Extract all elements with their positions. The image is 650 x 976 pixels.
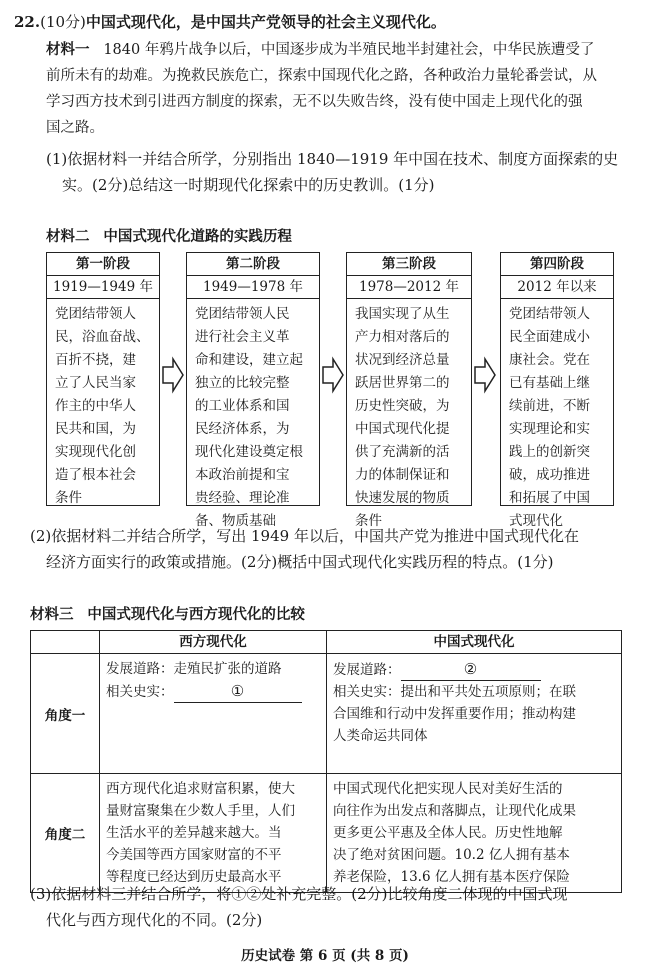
- stage-1-name: 第一阶段: [47, 253, 159, 276]
- west-road-line: 发展道路：走殖民扩张的道路: [106, 661, 282, 677]
- q3-line-1: (3)依据材料三并结合所学，将①②处补充完整。(2分)比较角度二体现的中国式现: [30, 885, 568, 903]
- question-number: 22.: [14, 13, 41, 31]
- q1-line-2: 实。(2分)总结这一时期现代化探索中的历史教训。(1分): [62, 176, 435, 194]
- stage-3-name: 第三阶段: [347, 253, 471, 276]
- question-header: [14, 12, 446, 32]
- stage-1-years: 1919—1949 年: [47, 276, 159, 299]
- blank-2[interactable]: ②: [401, 658, 541, 681]
- stage-4-box: [500, 252, 614, 529]
- stage-2-desc: 党团结带领人民 进行社会主义革 命和建设，建立起 独立的比较完整 的工业体系和国 民经济体系，为 现代化建设奠定根 本政治前提和宝 贵经验、理论准 备、物质基础: [195, 306, 303, 529]
- west-fact-line: 相关史实： ①: [106, 680, 320, 703]
- angle-2-label: 角度二: [31, 774, 100, 893]
- material1-line-4: 国之路。: [46, 120, 104, 136]
- table-corner: [31, 631, 100, 654]
- q1-line-1: (1)依据材料一并结合所学，分别指出 1840—1919 年中国在技术、制度方面探索的史: [46, 150, 619, 168]
- stage-4-name: 第四阶段: [501, 253, 613, 276]
- west-angle-1-cell: [100, 654, 327, 774]
- stage-2-box: [186, 252, 320, 529]
- header-west: 西方现代化: [100, 631, 327, 654]
- china-road-line: 发展道路： ②: [333, 658, 615, 681]
- arrow-right-icon: [473, 355, 497, 395]
- stage-3-box: [346, 252, 472, 529]
- stage-2-name: 第二阶段: [187, 253, 319, 276]
- blank-1[interactable]: ①: [174, 680, 302, 703]
- china-angle-1-cell: 发展道路： ② 相关史实：提出和平共处五项原则；在联 合国维和行动中发挥重要作用；推动构建 人类命运共同体: [327, 654, 622, 774]
- arrow-right-icon: [321, 355, 345, 395]
- material3-heading: [30, 605, 305, 625]
- stage-1-desc: 党团结带领人 民，浴血奋战、 百折不挠，建 立了人民当家 作主的中华人 民共和国，为 实现现代化创 造了根本社会 条件: [55, 306, 150, 506]
- material1-line-3: 学习西方技术到引进西方制度的探索，无不以失败告终，没有使中国走上现代化的强: [46, 94, 583, 110]
- header-china: 中国式现代化: [327, 631, 622, 654]
- question-title: 中国式现代化，是中国共产党领导的社会主义现代化。: [85, 13, 446, 31]
- stage-4-years: 2012 年以来: [501, 276, 613, 299]
- comparison-table: [30, 630, 622, 893]
- angle-1-label: 角度一: [31, 654, 100, 774]
- material1-label: 材料一: [46, 42, 90, 58]
- material2-heading: [46, 227, 292, 247]
- china-angle-2-cell: 中国式现代化把实现人民对美好生活的 向往作为出发点和落脚点，让现代化成果 更多更公平惠及全体人民。历史性地解 决了绝对贫困问题。10.2 亿人拥有基本 养老保险，13.6 亿人拥有基本医疗保险: [327, 774, 622, 893]
- material3-title: 中国式现代化与西方现代化的比较: [87, 607, 305, 623]
- stage-3-desc: 我国实现了从生 产力相对落后的 状况到经济总量 跃居世界第二的 历史性突破，为 中国式现代化提 供了充满新的活 力的体制保证和 快速发展的物质 条件: [355, 306, 450, 529]
- material1-line-2: 前所未有的劫难。为挽救民族危亡，探索中国现代化之路，各种政治力量轮番尝试，从: [46, 68, 597, 84]
- stage-4-desc: 党团结带领人 民全面建成小 康社会。党在 已有基础上继 续前进，不断 实现理论和实 践上的创新突 破，成功推进 和拓展了中国 式现代化: [509, 306, 590, 529]
- q2-line-1: (2)依据材料二并结合所学，写出 1949 年以后，中国共产党为推进中国式现代化在: [30, 527, 579, 545]
- material3-label: 材料三: [30, 607, 74, 623]
- material2-title: 中国式现代化道路的实践历程: [103, 229, 292, 245]
- arrow-right-icon: [161, 355, 185, 395]
- stage-3-years: 1978—2012 年: [347, 276, 471, 299]
- q2-line-2: 经济方面实行的政策或措施。(2分)概括中国式现代化实践历程的特点。(1分): [46, 553, 554, 571]
- stage-1-box: [46, 252, 160, 506]
- material1-line-1: 材料一 1840 年鸦片战争以后，中国逐步成为半殖民地半封建社会，中华民族遭受了: [46, 42, 595, 58]
- question-score: (10分): [40, 13, 86, 31]
- page-footer: 历史试卷 第 6 页 (共 8 页): [241, 948, 409, 964]
- west-angle-2-cell: 西方现代化追求财富积累，使大 量财富聚集在少数人手里，人们 生活水平的差异越来越大。当 今美国等西方国家财富的不平 等程度已经达到历史最高水平: [100, 774, 327, 893]
- stage-2-years: 1949—1978 年: [187, 276, 319, 299]
- material2-label: 材料二: [46, 229, 90, 245]
- q3-line-2: 代化与西方现代化的不同。(2分): [46, 911, 263, 929]
